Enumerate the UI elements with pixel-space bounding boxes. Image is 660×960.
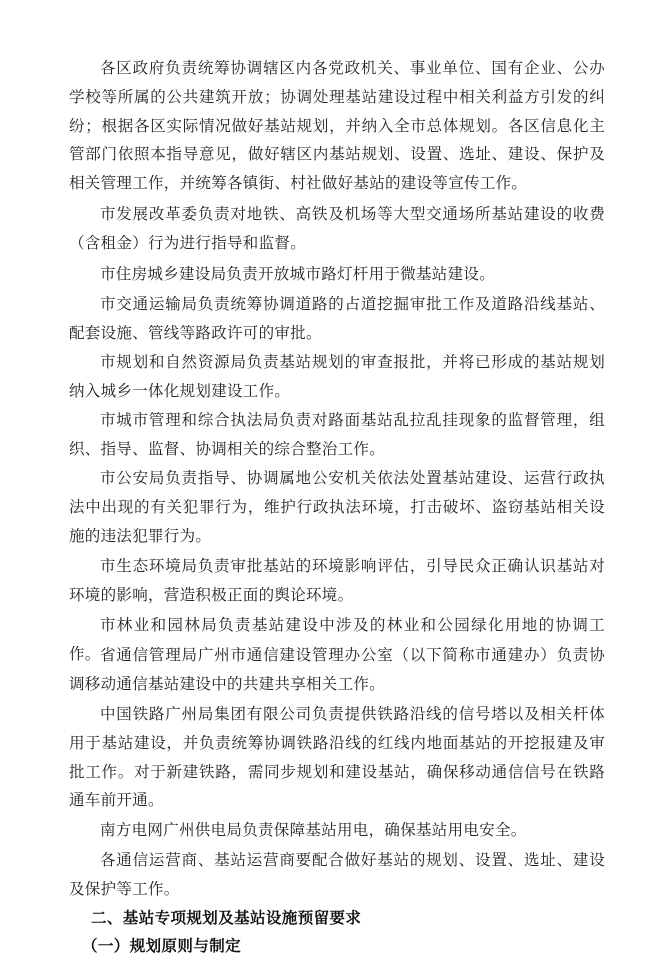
paragraph-railway-group: 中国铁路广州局集团有限公司负责提供铁路沿线的信号塔以及相关杆体用于基站建设，并负责统筹协调铁路沿线的红线内地面基站的开挖报建及审批工作。对于新建铁路，需同步规划和建设基站，确保移动通信信号在铁路通车前开通。: [69, 705, 605, 810]
paragraph-housing-construction-bureau: 市住房城乡建设局负责开放城市路灯杆用于微基站建设。: [100, 265, 496, 283]
paragraph-public-security-bureau: 市公安局负责指导、协调属地公安机关依法处置基站建设、运营行政执法中出现的有关犯罪行为，维护行政执法环境，打击破坏、盗窃基站相关设施的违法犯罪行为。: [69, 469, 605, 545]
paragraph-urban-management-bureau: 市城市管理和综合执法局负责对路面基站乱拉乱挂现象的监督管理，组织、指导、监督、协调相关的综合整治工作。: [69, 411, 605, 458]
paragraph-planning-resources-bureau: 市规划和自然资源局负责基站规划的审查报批，并将已形成的基站规划纳入城乡一体化规划建设工作。: [69, 353, 605, 400]
paragraph-transport-bureau: 市交通运输局负责统筹协调道路的占道挖掘审批工作及道路沿线基站、配套设施、管线等路政许可的审批。: [69, 295, 605, 342]
paragraph-district-governments: 各区政府负责统筹协调辖区内各党政机关、事业单位、国有企业、公办学校等所属的公共建筑开放；协调处理基站建设过程中相关利益方引发的纠纷；根据各区实际情况做好基站规划，并纳入全市总体规划。各区信息化主管部门依照本指导意见，做好辖区内基站规划、设置、选址、建设、保护及相关管理工作，并统筹各镇街、村社做好基站的建设等宣传工作。: [69, 59, 605, 193]
paragraph-forestry-gardens-bureau: 市林业和园林局负责基站建设中涉及的林业和公园绿化用地的协调工作。: [69, 616, 605, 663]
section-heading: 二、基站专项规划及基站设施预留要求: [91, 909, 362, 927]
paragraph-development-reform-commission: 市发展改革委负责对地铁、高铁及机场等大型交通场所基站建设的收费（含租金）行为进行指导和监督。: [69, 205, 605, 252]
paragraph-telecom-operators: 各通信运营商、基站运营商要配合做好基站的规划、设置、选址、建设及保护等工作。: [69, 851, 605, 898]
subsection-heading: （一）规划原则与制定: [82, 937, 242, 955]
paragraph-communications-administration: 省通信管理局广州市通信建设管理办公室（以下简称市通建办）负责协调移动通信基站建设中的共建共享相关工作。: [69, 646, 605, 693]
paragraph-ecology-environment-bureau: 市生态环境局负责审批基站的环境影响评估，引导民众正确认识基站对环境的影响，营造积极正面的舆论环境。: [69, 557, 605, 604]
paragraph-power-supply-bureau: 南方电网广州供电局负责保障基站用电，确保基站用电安全。: [100, 821, 527, 839]
